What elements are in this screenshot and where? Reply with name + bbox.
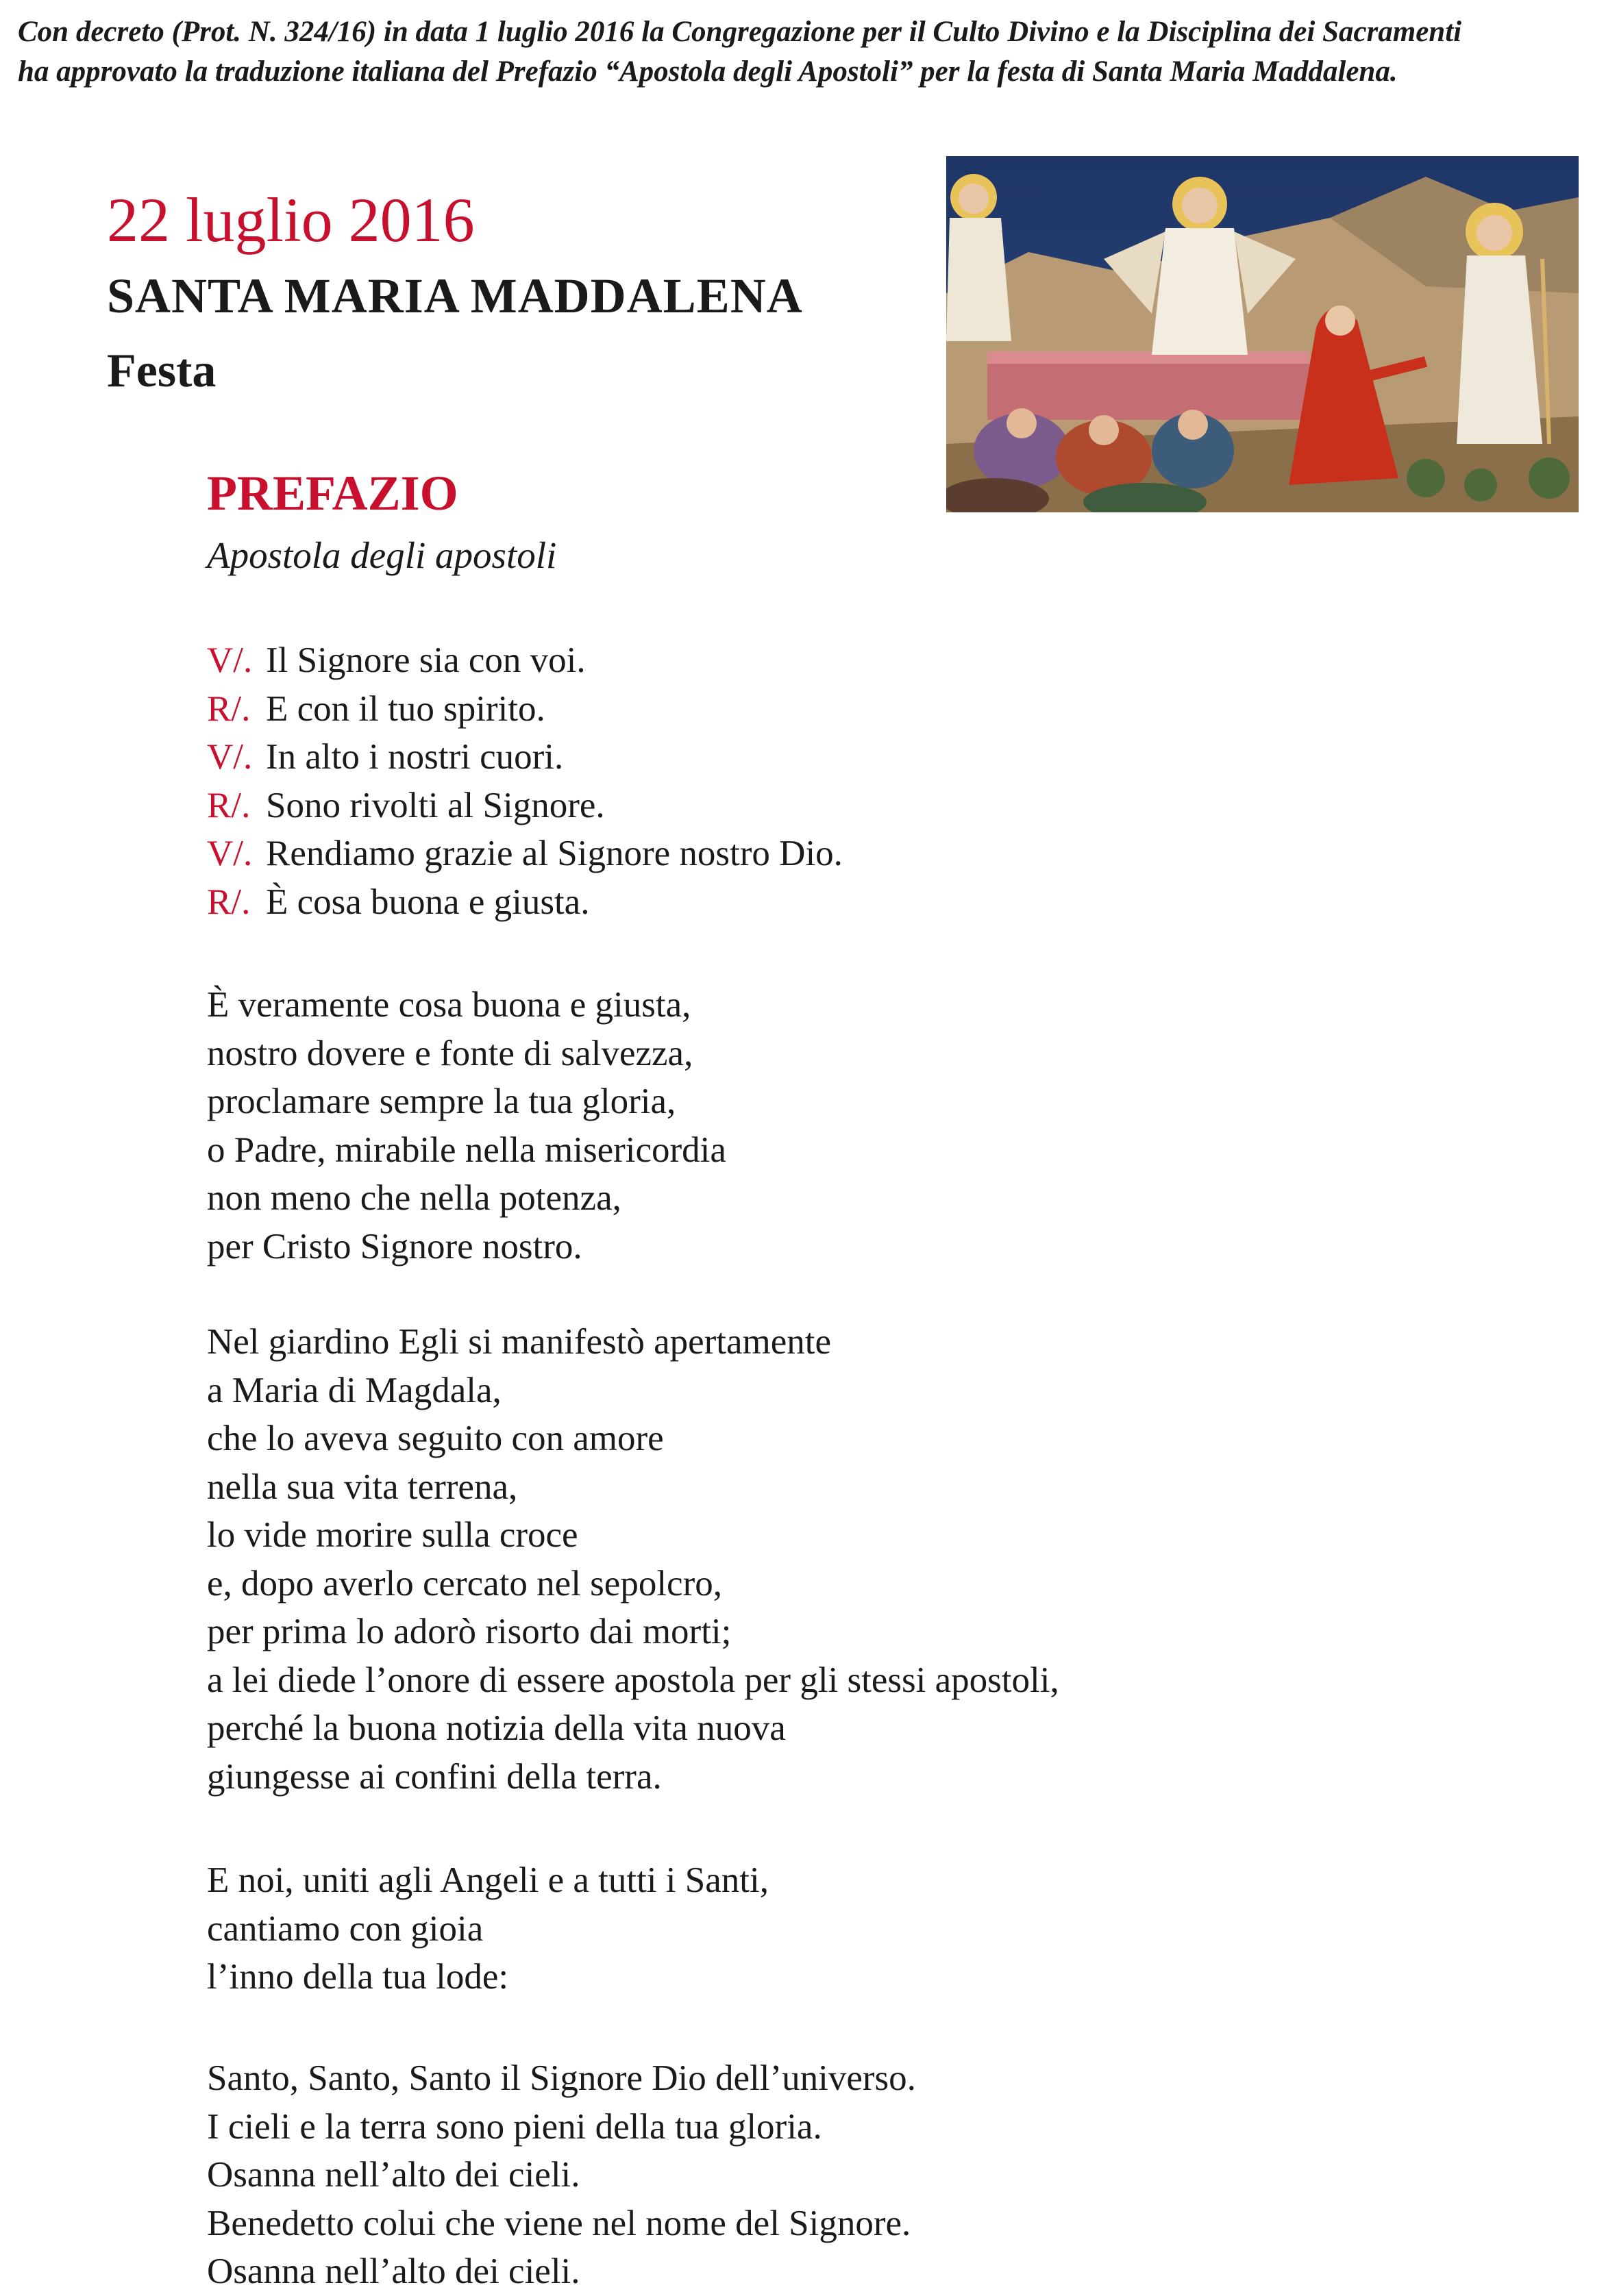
text-line: Osanna nell’alto dei cieli.	[207, 2251, 580, 2291]
text-line: I cieli e la terra sono pieni della tua gloria.	[207, 2106, 822, 2147]
text-line: E noi, uniti agli Angeli e a tutti i Santi,	[207, 1860, 769, 1900]
decree-line: ha approvato la traduzione italiana del Prefazio “Apostola degli Apostoli” per la festa di Santa Maria Maddalena.	[18, 55, 1398, 88]
text-line: Santo, Santo, Santo il Signore Dio dell’universo.	[207, 2058, 916, 2098]
text-line: È veramente cosa buona e giusta,	[207, 985, 691, 1025]
feast-date: 22 luglio 2016	[107, 185, 475, 255]
dialogue-text: Il Signore sia con voi.	[266, 640, 586, 680]
dialogue-text: E con il tuo spirito.	[266, 688, 545, 729]
text-line: l’inno della tua lode:	[207, 1957, 509, 1997]
versicle-mark: V/.	[207, 737, 253, 777]
text-line: che lo aveva seguito con amore	[207, 1419, 664, 1458]
text-line: per prima lo adorò risorto dai morti;	[207, 1612, 732, 1651]
sanctus-block	[207, 2054, 916, 2296]
dialogue-line	[207, 733, 843, 782]
text-line: a lei diede l’onore di essere apostola per gli stessi apostoli,	[207, 1660, 1059, 1700]
text-line: per Cristo Signore nostro.	[207, 1226, 582, 1266]
versicle-mark: V/.	[207, 834, 253, 873]
text-line: Benedetto colui che viene nel nome del Signore.	[207, 2203, 911, 2243]
dialogue-line	[207, 636, 843, 685]
dialogue-line	[207, 878, 843, 927]
response-mark: R/.	[207, 882, 251, 922]
text-line: e, dopo averlo cercato nel sepolcro,	[207, 1563, 722, 1604]
saint-name: SANTA MARIA MADDALENA	[107, 269, 803, 323]
preface-paragraph-2	[207, 1318, 1059, 1801]
text-line: lo vide morire sulla croce	[207, 1515, 578, 1555]
text-line: cantiamo con gioia	[207, 1908, 484, 1949]
text-line: a Maria di Magdala,	[207, 1370, 502, 1410]
dialogue-line	[207, 829, 843, 878]
fresco-image	[946, 156, 1579, 512]
decree-line: Con decreto (Prot. N. 324/16) in data 1 luglio 2016 la Congregazione per il Culto Divino e la Disciplina dei Sacramenti	[18, 16, 1462, 48]
text-line: nostro dovere e fonte di salvezza,	[207, 1033, 693, 1073]
text-line: giungesse ai confini della terra.	[207, 1756, 662, 1797]
dialogue-block	[207, 636, 843, 926]
text-line: Osanna nell’alto dei cieli.	[207, 2155, 580, 2195]
text-line: perché la buona notizia della vita nuova	[207, 1708, 786, 1748]
preface-subtitle: Apostola degli apostoli	[207, 534, 557, 576]
text-line: nella sua vita terrena,	[207, 1467, 518, 1507]
dialogue-text: È cosa buona e giusta.	[266, 882, 590, 922]
dialogue-text: In alto i nostri cuori.	[266, 737, 564, 777]
response-mark: R/.	[207, 785, 251, 825]
versicle-mark: V/.	[207, 640, 253, 680]
dialogue-text: Sono rivolti al Signore.	[266, 785, 605, 825]
text-line: proclamare sempre la tua gloria,	[207, 1082, 676, 1121]
preface-paragraph-1	[207, 981, 726, 1271]
preface-title: PREFAZIO	[207, 466, 458, 521]
text-line: non meno che nella potenza,	[207, 1178, 621, 1218]
text-line: Nel giardino Egli si manifestò apertamente	[207, 1322, 832, 1362]
liturgical-rank: Festa	[107, 345, 217, 397]
response-mark: R/.	[207, 688, 251, 729]
dialogue-text: Rendiamo grazie al Signore nostro Dio.	[266, 834, 843, 873]
dialogue-line	[207, 685, 843, 734]
dialogue-line	[207, 782, 843, 830]
preface-paragraph-3	[207, 1856, 769, 2001]
decree-notice	[18, 12, 1607, 92]
text-line: o Padre, mirabile nella misericordia	[207, 1130, 726, 1170]
